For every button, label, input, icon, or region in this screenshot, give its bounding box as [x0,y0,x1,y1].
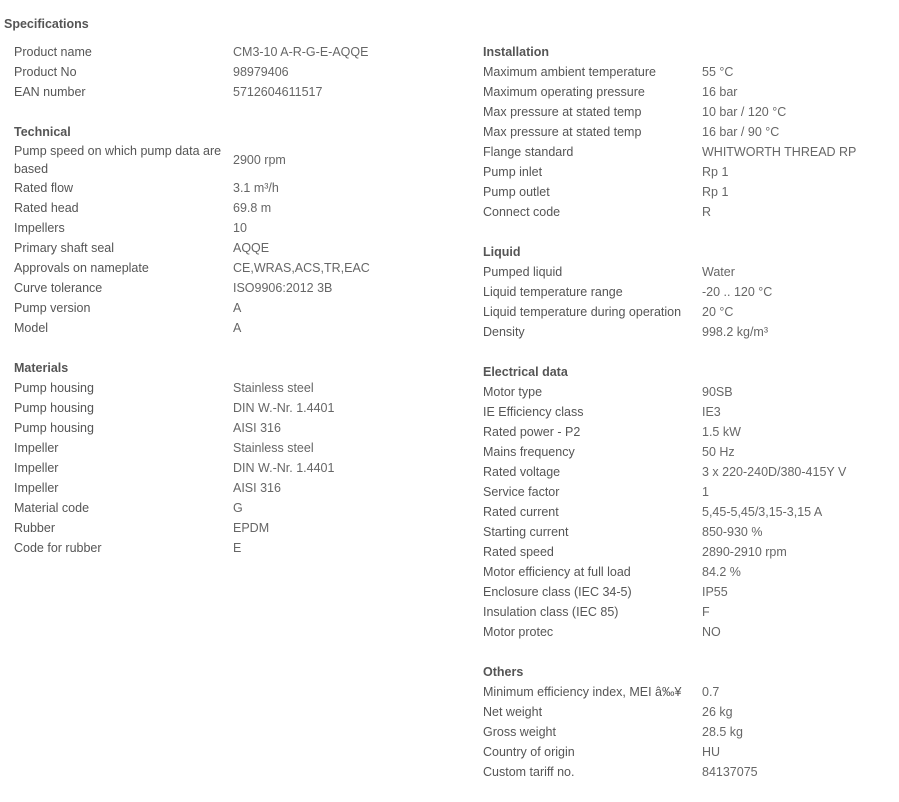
spec-row [483,142,856,162]
spec-row [483,482,856,502]
spec-value: 26 kg [702,705,733,719]
spec-label: Rated power - P2 [483,425,581,439]
spec-value: 998.2 kg/m³ [702,325,769,339]
spec-label: Product No [14,65,77,79]
spec-row [483,542,856,562]
spec-row [483,202,856,222]
spec-row [483,602,856,622]
right-spec-column [483,42,856,802]
spec-row [483,382,856,402]
spec-value: ISO9906:2012 3B [233,281,333,295]
spec-label: Impeller [14,481,59,495]
spec-row [483,622,856,642]
spec-value: Rp 1 [702,165,729,179]
section-title: Others [483,665,524,679]
spec-row [483,162,856,182]
left-spec-column [14,42,370,578]
spec-value: R [702,205,712,219]
spec-label: Rubber [14,521,55,535]
spec-value: IP55 [702,585,728,599]
spec-label: Motor protec [483,625,554,639]
spec-value: 2890-2910 rpm [702,545,787,559]
spec-label: Enclosure class (IEC 34-5) [483,585,632,599]
spec-value: A [233,301,242,315]
spec-row [14,258,370,278]
spec-value: IE3 [702,405,721,419]
spec-label: Starting current [483,525,569,539]
spec-label: Material code [14,501,90,515]
spec-value: Water [702,265,735,279]
spec-label: Flange standard [483,145,574,159]
section-title: Electrical data [483,365,568,379]
spec-row [14,498,370,518]
spec-label: Rated voltage [483,465,561,479]
spec-value: Rp 1 [702,185,729,199]
spec-label: Impeller [14,441,59,455]
spec-label: Pump speed on which pump data are based [14,144,222,176]
spec-label: Rated speed [483,545,554,559]
spec-label: Pump housing [14,421,94,435]
section-title: Materials [14,361,69,375]
spec-row [483,422,856,442]
page-title: Specifications [4,17,89,31]
section-title: Liquid [483,245,521,259]
spec-row [14,418,370,438]
spec-row [14,62,370,82]
spec-value: 10 [233,221,247,235]
spec-row [483,322,856,342]
spec-row [483,402,856,422]
spec-label: Pump outlet [483,185,550,199]
spec-row [483,62,856,82]
spec-row [483,682,856,702]
spec-label: Code for rubber [14,541,102,555]
spec-label: Model [14,321,49,335]
spec-row [483,182,856,202]
spec-value: 0.7 [702,685,720,699]
spec-label: Impellers [14,221,65,235]
spec-row [483,502,856,522]
spec-value: 28.5 kg [702,725,744,739]
spec-value: 50 Hz [702,445,735,459]
spec-section-liquid [483,242,856,342]
spec-row [483,442,856,462]
spec-value: 5712604611517 [233,85,323,99]
spec-value: EPDM [233,521,270,535]
spec-row [483,562,856,582]
spec-value: 84137075 [702,765,758,779]
spec-row [14,298,370,318]
spec-label: Custom tariff no. [483,765,575,779]
spec-value: 5,45-5,45/3,15-3,15 A [702,505,823,519]
spec-row [14,142,370,178]
spec-row [483,302,856,322]
spec-label: Pump inlet [483,165,543,179]
spec-row [483,742,856,762]
spec-value: AQQE [233,241,270,255]
spec-value: 16 bar [702,85,738,99]
spec-value: Stainless steel [233,441,314,455]
section-title: Technical [14,125,71,139]
spec-value: DIN W.-Nr. 1.4401 [233,461,335,475]
spec-label: Liquid temperature range [483,285,623,299]
spec-value: 16 bar / 90 °C [702,125,780,139]
spec-row [14,518,370,538]
spec-value: 69.8 m [233,201,272,215]
spec-label: Pump housing [14,401,94,415]
spec-label: Connect code [483,205,561,219]
spec-label: Country of origin [483,745,575,759]
spec-label: Rated flow [14,181,74,195]
spec-row [14,458,370,478]
spec-value: AISI 316 [233,421,281,435]
spec-label: EAN number [14,85,86,99]
spec-section-materials [14,358,370,558]
spec-label: Pump version [14,301,91,315]
spec-value: 2900 rpm [233,153,286,167]
spec-value: CM3-10 A-R-G-E-AQQE [233,45,369,59]
spec-row [483,102,856,122]
spec-row [483,702,856,722]
spec-row [483,722,856,742]
spec-value: G [233,501,243,515]
spec-label: Curve tolerance [14,281,103,295]
spec-row [14,42,370,62]
spec-value: HU [702,745,721,759]
spec-row [14,438,370,458]
spec-row [14,318,370,338]
spec-value: 3 x 220-240D/380-415Y V [702,465,847,479]
spec-label: Max pressure at stated temp [483,125,642,139]
spec-value: -20 .. 120 °C [702,285,773,299]
spec-label: Product name [14,45,92,59]
spec-row [483,282,856,302]
spec-value: 55 °C [702,65,734,79]
spec-value: 90SB [702,385,733,399]
spec-label: Primary shaft seal [14,241,115,255]
spec-label: Maximum ambient temperature [483,65,656,79]
spec-row [14,378,370,398]
spec-section-general [14,42,370,102]
spec-label: Maximum operating pressure [483,85,645,99]
spec-row [14,82,370,102]
spec-row [483,522,856,542]
spec-row [14,538,370,558]
spec-label: Gross weight [483,725,556,739]
spec-value: 84.2 % [702,565,741,579]
spec-label: Pump housing [14,381,94,395]
spec-row [483,82,856,102]
spec-label: Motor efficiency at full load [483,565,631,579]
spec-label: Impeller [14,461,59,475]
spec-label: Pumped liquid [483,265,563,279]
spec-row [483,462,856,482]
spec-value: 98979406 [233,65,289,79]
spec-value: E [233,541,242,555]
spec-value: A [233,321,242,335]
spec-label: Mains frequency [483,445,575,459]
spec-value: 3.1 m³/h [233,181,279,195]
spec-value: F [702,605,710,619]
spec-value: AISI 316 [233,481,281,495]
spec-value: 1.5 kW [702,425,741,439]
spec-value: 10 bar / 120 °C [702,105,787,119]
spec-label: Liquid temperature during operation [483,305,682,319]
spec-row [14,218,370,238]
spec-value: Stainless steel [233,381,314,395]
spec-label: Max pressure at stated temp [483,105,642,119]
spec-section-installation [483,42,856,222]
section-title: Installation [483,45,549,59]
spec-row [483,762,856,782]
spec-row [14,238,370,258]
spec-value: NO [702,625,721,639]
spec-row [14,178,370,198]
spec-label: Approvals on nameplate [14,261,149,275]
spec-label: Density [483,325,525,339]
spec-value: 1 [702,485,709,499]
spec-value: WHITWORTH THREAD RP [702,145,857,159]
spec-label: Rated head [14,201,79,215]
spec-section-others [483,662,856,782]
spec-label: Motor type [483,385,543,399]
spec-row [483,262,856,282]
spec-section-technical [14,122,370,338]
spec-value: 850-930 % [702,525,763,539]
spec-label: Service factor [483,485,560,499]
spec-row [14,398,370,418]
spec-label: Minimum efficiency index, MEI â‰¥ [483,685,682,699]
spec-section-electrical-data [483,362,856,642]
spec-row [483,582,856,602]
spec-value: 20 °C [702,305,734,319]
spec-row [14,278,370,298]
spec-row [14,478,370,498]
spec-value: CE,WRAS,ACS,TR,EAC [233,261,370,275]
spec-value: DIN W.-Nr. 1.4401 [233,401,335,415]
spec-row [14,198,370,218]
spec-label: IE Efficiency class [483,405,584,419]
spec-row [483,122,856,142]
spec-label: Rated current [483,505,559,519]
spec-label: Net weight [483,705,543,719]
spec-label: Insulation class (IEC 85) [483,605,619,619]
